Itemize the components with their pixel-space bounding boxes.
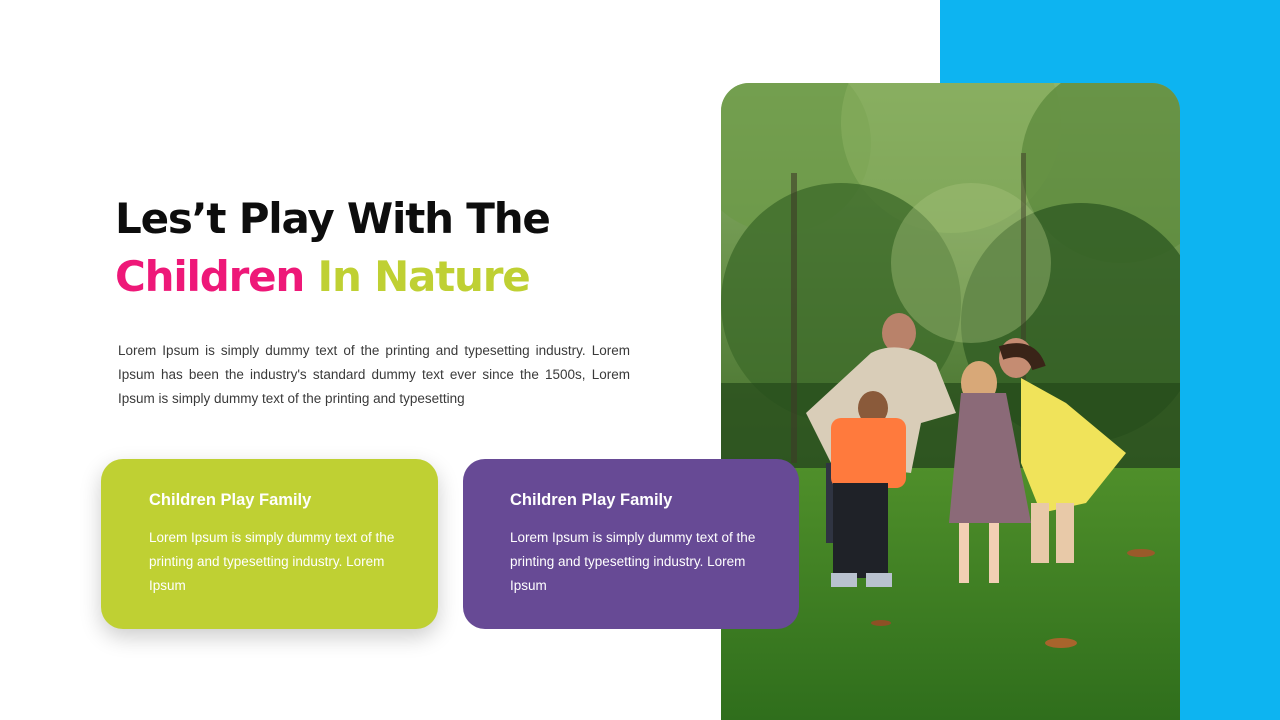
- title-word-in-nature: In Nature: [317, 252, 530, 301]
- title-word-children: Children: [115, 252, 305, 301]
- card-title: Children Play Family: [149, 491, 312, 509]
- page-title: [115, 190, 550, 306]
- title-line-2: [115, 248, 550, 306]
- card-title: Children Play Family: [510, 491, 673, 509]
- info-card-purple: [463, 459, 799, 629]
- info-card-green: [101, 459, 438, 629]
- card-text: Lorem Ipsum is simply dummy text of the printing and typesetting industry. Lorem Ipsum: [510, 530, 756, 593]
- card-text: Lorem Ipsum is simply dummy text of the printing and typesetting industry. Lorem Ipsum: [149, 530, 395, 593]
- title-line-1: Les’t Play With The: [115, 194, 550, 243]
- intro-paragraph: Lorem Ipsum is simply dummy text of the printing and typesetting industry. Lorem Ipsum has been the industry's standard dummy text ever since the 1500s, Lorem Ipsum is simply dummy text of the printing and typesetting: [118, 343, 630, 406]
